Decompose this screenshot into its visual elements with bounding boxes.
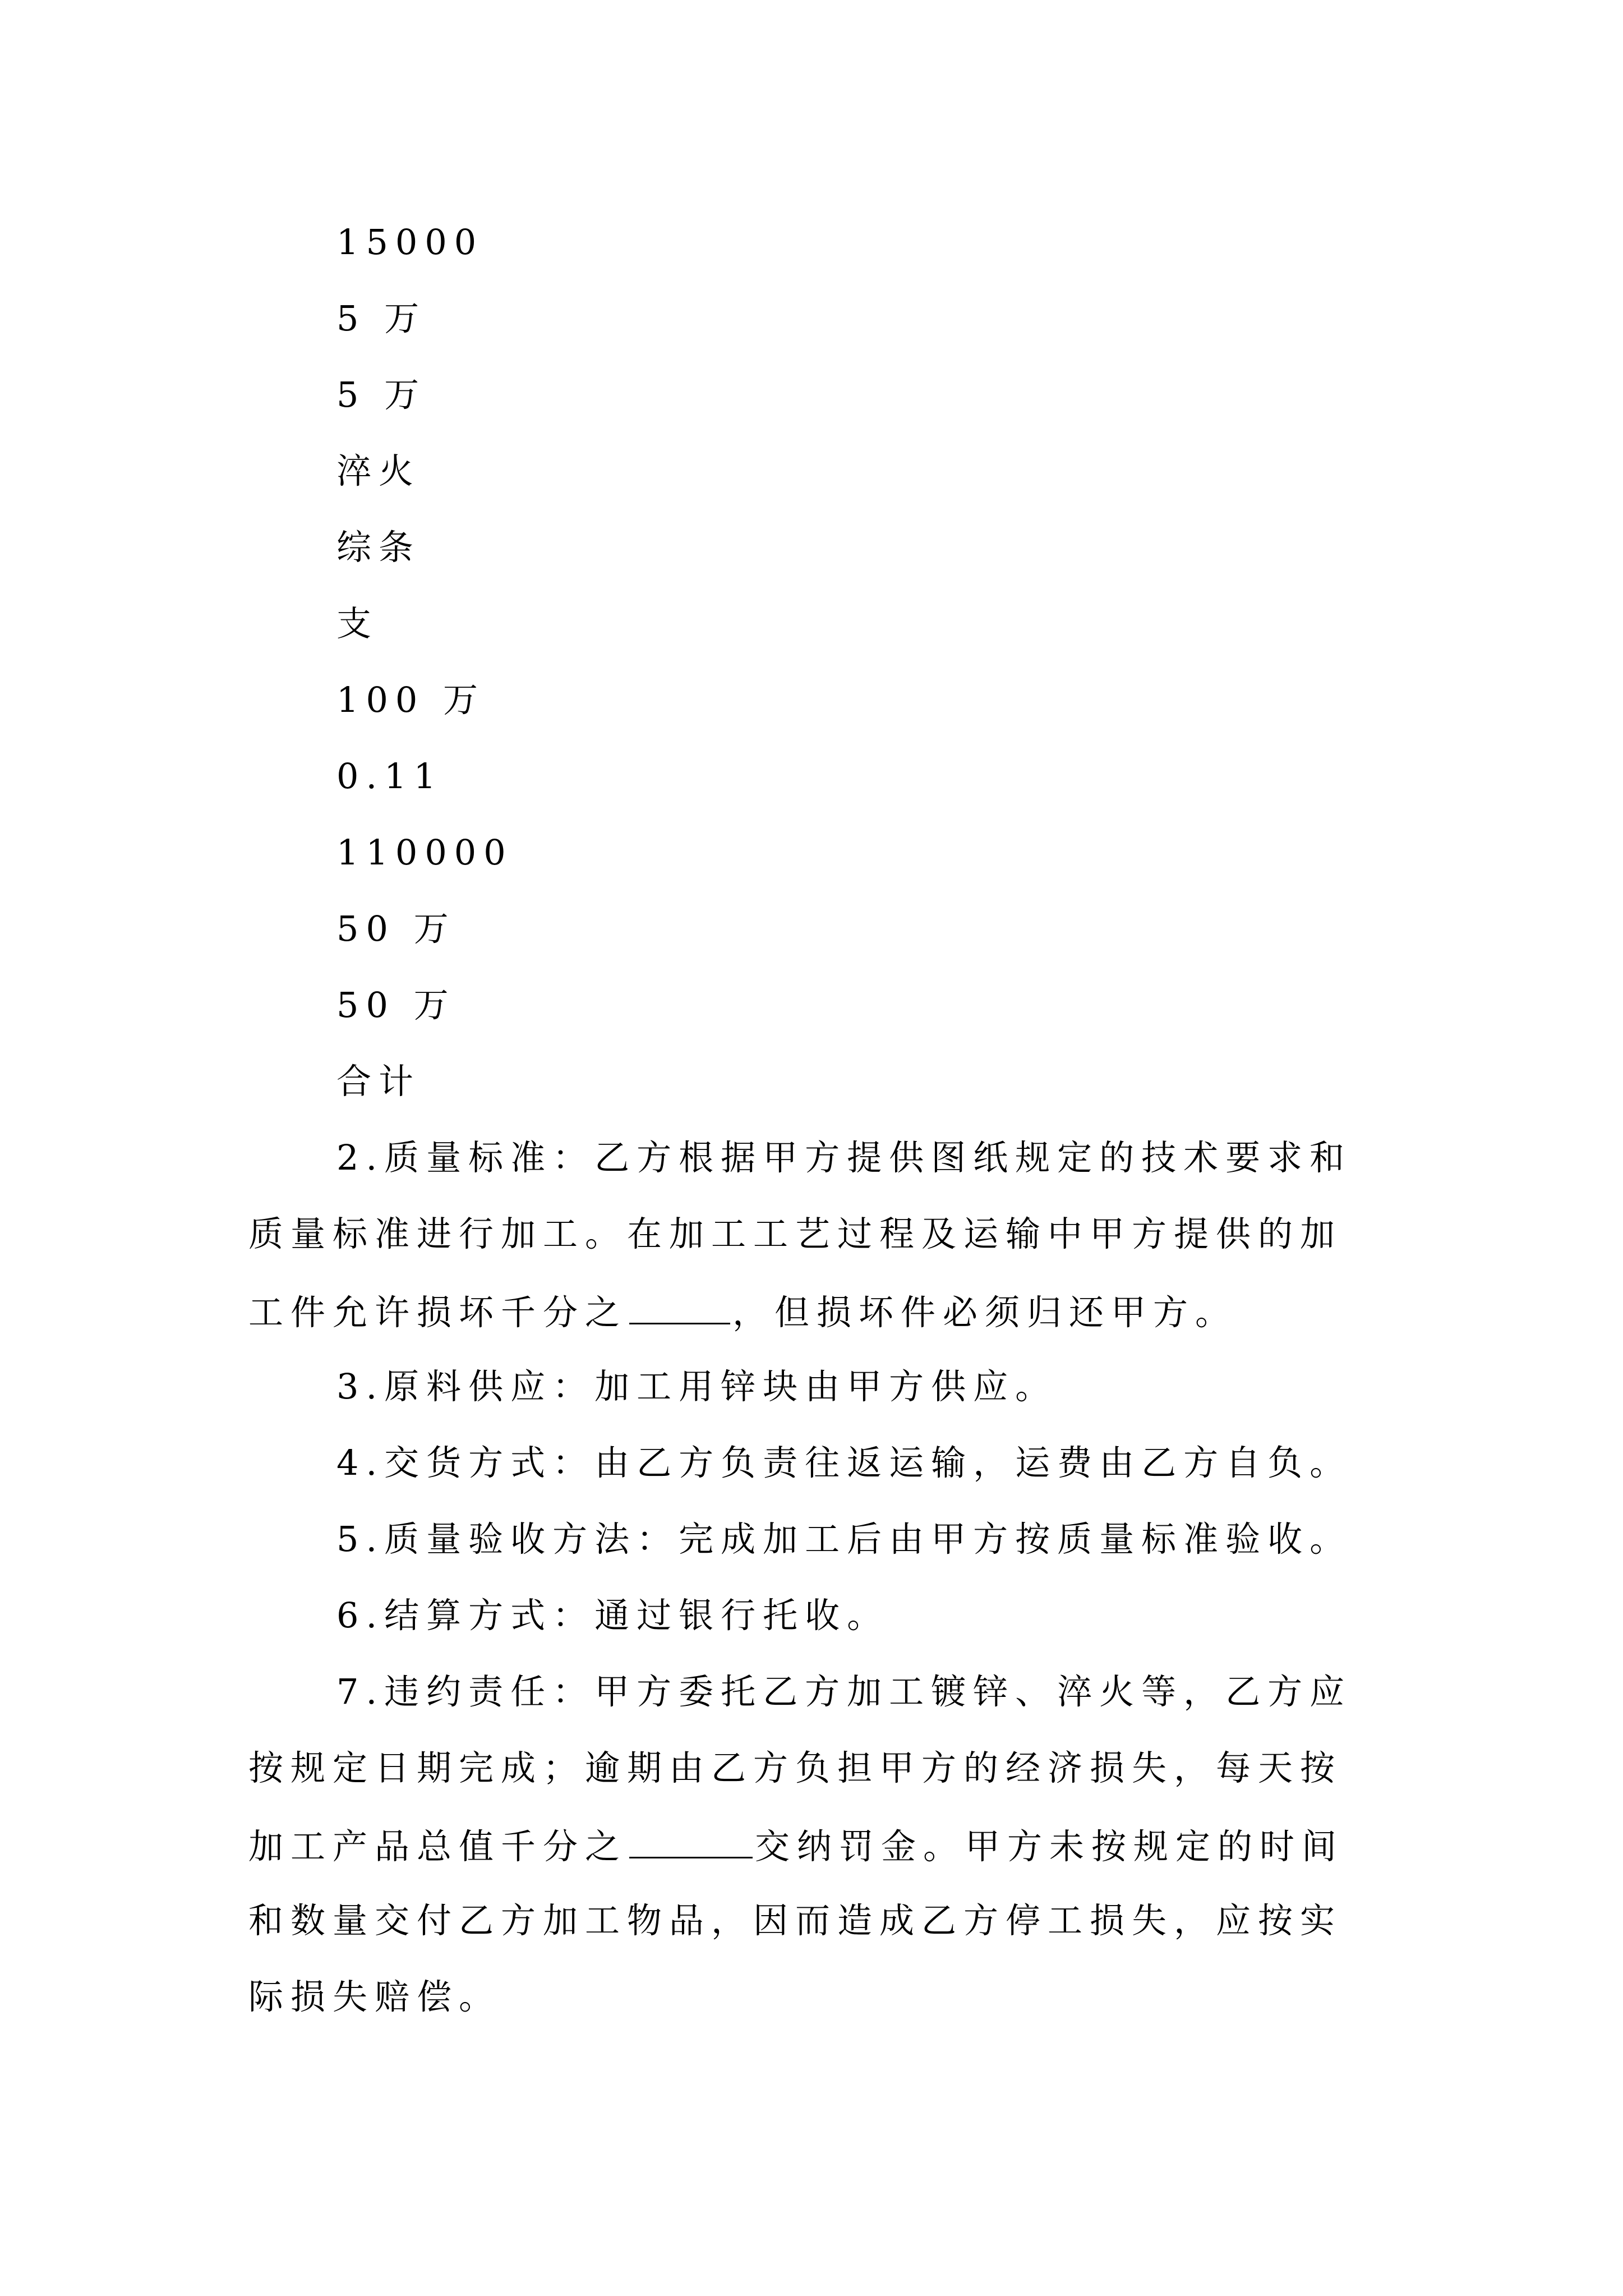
clause-settlement: 6.结算方式：通过银行托收。	[336, 1595, 889, 1636]
clause-liability-line: 按规定日期完成；逾期由乙方负担甲方的经济损失，每天按	[248, 1747, 1343, 1788]
clause-text: ，但损坏件必须归还甲方。	[732, 1292, 1238, 1333]
item-line: 15000	[336, 222, 484, 263]
item-line: 50 万	[336, 908, 456, 949]
clause-text: 交纳罚金。甲方未按规定的时间	[755, 1826, 1344, 1867]
fill-in-blank	[629, 1288, 730, 1324]
clause-quality-line: 质量标准进行加工。在加工工艺过程及运输中甲方提供的加	[248, 1213, 1343, 1254]
item-line: 100 万	[336, 679, 486, 720]
clause-text: 工件允许损坏千分之	[248, 1292, 628, 1333]
clause-liability-line: 和数量交付乙方加工物品，因而造成乙方停工损失，应按实	[248, 1900, 1343, 1941]
item-line: 110000	[336, 832, 513, 873]
clause-acceptance: 5.质量验收方法：完成加工后由甲方按质量标准验收。	[336, 1519, 1352, 1559]
item-line: 5 万	[336, 298, 427, 339]
clause-text: 加工产品总值千分之	[248, 1826, 628, 1867]
clause-liability-line	[248, 1822, 1344, 1869]
clause-material-supply: 3.原料供应：加工用锌块由甲方供应。	[336, 1366, 1058, 1407]
clause-quality-line	[248, 1288, 1237, 1335]
clause-liability-line: 7.违约责任：甲方委托乙方加工镀锌、淬火等，乙方应	[336, 1671, 1352, 1712]
item-line: 淬火	[336, 450, 421, 491]
clause-liability-line: 际损失赔偿。	[248, 1976, 501, 2017]
clause-quality-line: 2.质量标准：乙方根据甲方提供图纸规定的技术要求和	[336, 1137, 1352, 1178]
item-line: 0.11	[336, 756, 444, 797]
item-line: 支	[336, 603, 379, 644]
item-line: 综条	[336, 527, 421, 568]
item-line: 5 万	[336, 374, 427, 415]
clause-delivery: 4.交货方式：由乙方负责往返运输，运费由乙方自负。	[336, 1442, 1352, 1483]
item-line: 50 万	[336, 984, 456, 1025]
fill-in-blank	[629, 1822, 753, 1858]
item-line-total: 合计	[336, 1061, 421, 1102]
